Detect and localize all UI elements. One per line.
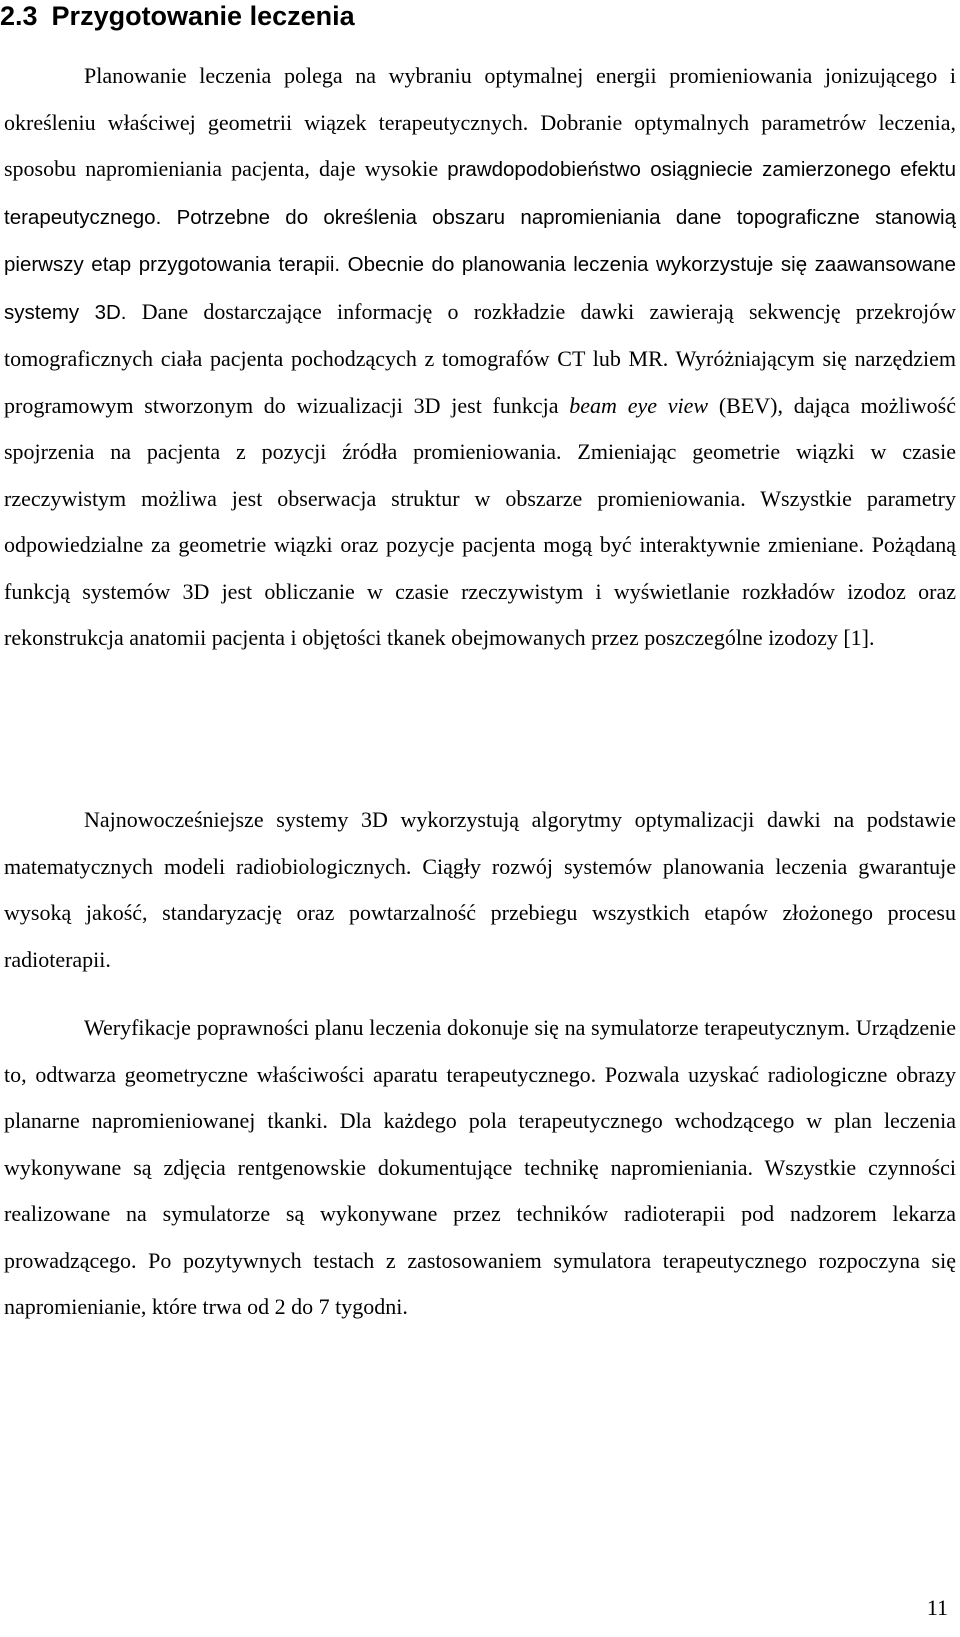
- paragraph-1-italic-term: beam eye view: [569, 392, 709, 418]
- paragraph-1: [4, 53, 956, 662]
- section-heading: [0, 0, 355, 32]
- paragraph-2: Najnowocześniejsze systemy 3D wykorzystują algorytmy optymalizacji dawki na podstawie matematycznych modeli radiobiologicznych. Ciągły rozwój systemów planowania leczenia gwarantuje wysoką jakość, standaryzację oraz powtarzalność przebiegu wszystkich etapów złożonego procesu radioterapii.: [4, 807, 956, 972]
- paragraph-1-text-b: prawdopodobieństwo osiągniecie zamierzonego efektu terapeutycznego. Potrzebne do określenia obszaru napromieniania dane topograficzne stanowią pierwszy etap przygotowania terapii. Obecnie do planowania leczenia wykorzystuje się zaawansowane systemy 3D.: [4, 158, 956, 324]
- paragraph-3: Weryfikacje poprawności planu leczenia dokonuje się na symulatorze terapeutycznym. Urządzenie to, odtwarza geometryczne właściwości aparatu terapeutycznego. Pozwala uzyskać radiologiczne obrazy planarne napromieniowanej tkanki. Dla każdego pola terapeutycznego wchodzącego w plan leczenia wykonywane są zdjęcia rentgenowskie dokumentujące technikę napromieniania. Wszystkie czynności realizowane na symulatorze są wykonywane przez techników radioterapii pod nadzorem lekarza prowadzącego. Po pozytywnych testach z zastosowaniem symulatora terapeutycznego rozpoczyna się napromienianie, które trwa od 2 do 7 tygodni.: [4, 1015, 956, 1319]
- section-title: Przygotowanie leczenia: [51, 1, 355, 31]
- section-number: 2.3: [0, 1, 38, 31]
- page-number: 11: [926, 1595, 948, 1620]
- paragraph-1-text-c: Dane dostarczające informację o rozkładzie dawki zawierają sekwencję przekrojów tomograficznych ciała pacjenta pochodzących z tomografów CT lub MR. Wyróżniającym się narzędziem programowym stworzonym do wizualizacji 3D jest funkcja: [4, 298, 956, 418]
- paragraph-1-text-a: Planowanie leczenia polega na wybraniu optymalnej energii promieniowania jonizującego i określeniu właściwej geometrii wiązek terapeutycznych. Dobranie optymalnych parametrów leczenia, sposobu napromieniania pacjenta, daje wysokie: [4, 63, 956, 181]
- paragraph-1-text-d: (BEV), dająca możliwość spojrzenia na pacjenta z pozycji źródła promieniowania. Zmieniając geometrie wiązki w czasie rzeczywistym możliwa jest obserwacja struktur w obszarze promieniowania. Wszystkie parametry odpowiedzialne za geometrie wiązki oraz pozycje pacjenta mogą być interaktywnie zmieniane. Pożądaną funkcją systemów 3D jest obliczanie w czasie rzeczywistym i wyświetlanie rozkładów izodoz oraz rekonstrukcja anatomii pacjenta i objętości tkanek obejmowanych przez poszczególne izodozy [1].: [4, 392, 956, 650]
